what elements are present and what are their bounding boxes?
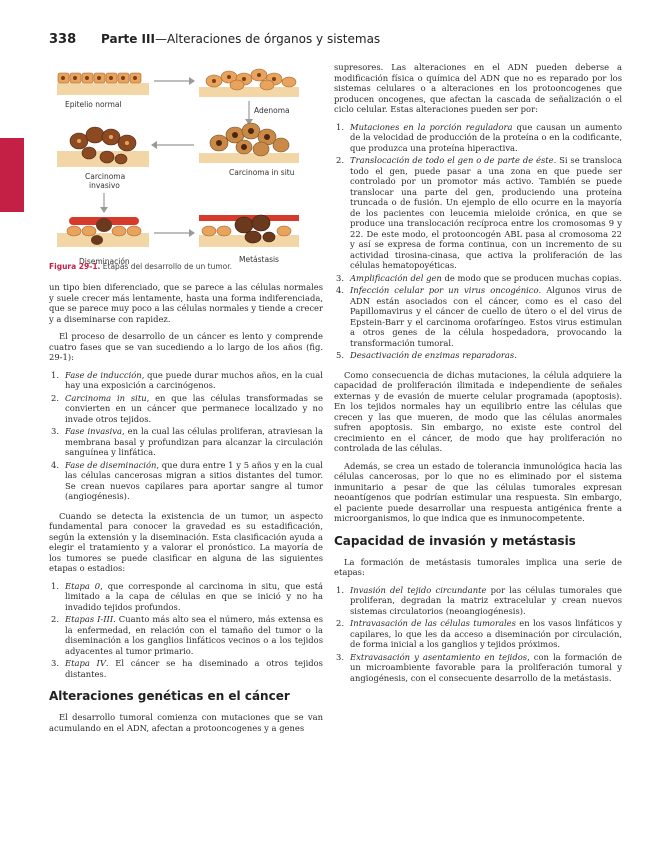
figure-number: Figura 29-1. [49, 262, 101, 271]
list-text: por las células tumorales que proliferan, degradan la matriz extracelular y crean nuevos sistemas circulatorios (neoangiogénesis). [350, 584, 622, 616]
list-term: Fase de diseminación [65, 459, 157, 470]
part-title [101, 32, 380, 46]
list-term: Etapa IV [65, 658, 106, 668]
list-item [49, 658, 323, 679]
page-header [49, 30, 649, 52]
list-number: 4. [336, 285, 344, 295]
list-item [334, 285, 622, 348]
part-title-text: —Alteraciones de órganos y sistemas [154, 32, 381, 46]
chapter-tab [0, 138, 24, 212]
list-number: 1. [51, 580, 59, 591]
list-number: 3. [336, 651, 344, 662]
list-text: , con la formación de un microambiente favorable para la proliferación tumoral y angiogénesis, con el consecuente desarrollo de la metástasis. [350, 651, 622, 683]
list-text: . Si se transloca todo el gen, puede pasar a una zona en que puede ser controlado por un promotor más activo. También se puede translocar una parte del gen, produciendo una proteína truncada o de fusión. Un ejemplo de ello ocurre en la mayoría de los pacientes con leucemia mieloide crónica, en que se produce una translocación recíproca entre los cromosomas 9 y 22. De este modo, el protooncogén ABL pasa al cromosoma 22 y así se expresa de forma continua, con un incremento de su actividad tirosina-cinasa, que activa la proliferación de las células hematopoyéticas. [350, 155, 622, 270]
dissemination-illustration [57, 217, 149, 247]
metastasis-illustration [199, 215, 299, 247]
list-number: 2. [51, 614, 59, 624]
right-paragraph-2: Como consecuencia de dichas mutaciones, la célula adquiere la capacidad de proliferación ilimitada e independiente de señales externas y de evasión de muerte celular programada (apoptosis). En los tejidos normales hay un equilibrio entre las células que crecen y las que mueren, de modo que las células anormales sufren apoptosis. Sin embargo, no existe este control del crecimiento en el cáncer, de modo que hay proliferación no controlada de las células. [334, 369, 622, 453]
list-item [334, 273, 622, 284]
part-label: Parte III [101, 32, 155, 46]
list-text: en los vasos linfáticos y capilares, lo que les da acceso a diseminación por circulación, de forma inicial a los ganglios y tejidos próximos. [350, 618, 622, 649]
left-paragraph-2: El proceso de desarrollo de un cáncer es lento y comprende cuatro fases que se van sucediendo a lo largo de los años (fig. 29-1): [49, 331, 323, 362]
list-item [49, 614, 323, 656]
list-text: de modo que se producen muchas copias. [441, 272, 622, 283]
list-item [334, 122, 622, 154]
list-term: Carcinoma in situ [65, 392, 147, 403]
list-term: Intravasación de las células tumorales [350, 618, 516, 628]
list-item [49, 370, 323, 391]
label-dissemination: Diseminación [79, 257, 130, 266]
page-number: 338 [49, 32, 77, 47]
list-number: 2. [336, 155, 344, 165]
label-normal: Epitelio normal [65, 100, 122, 109]
list-term: Fase de inducción [65, 369, 142, 380]
left-paragraph-4: El desarrollo tumoral comienza con mutaciones que se van acumulando en el ADN, afectan a protooncogenes y a genes [49, 712, 323, 733]
list-term: Desactivación de enzimas reparadoras [350, 350, 515, 360]
list-text: que causan un aumento de la velocidad de producción de la proteína o en la codificante, que produzca una proteína hiperactiva. [350, 121, 623, 153]
list-term: Extravasación y asentamiento en tejidos [350, 651, 528, 662]
list-number: 1. [336, 584, 344, 595]
list-term: Mutaciones en la porción reguladora [350, 121, 513, 132]
list-term: Infección celular por un virus oncogénico [350, 285, 539, 295]
list-item [334, 350, 622, 361]
tumor-stages-figure [49, 65, 317, 270]
label-invasive-line1: Carcinoma [85, 172, 126, 181]
figure-caption-text: Etapas del desarrollo de un tumor. [102, 262, 233, 271]
carcinoma-in-situ-illustration [199, 123, 299, 163]
list-term: Translocación de todo el gen o de parte de éste [350, 155, 554, 165]
list-number: 5. [336, 350, 344, 360]
list-item [334, 618, 622, 650]
right-paragraph-1: supresores. Las alteraciones en el ADN pueden deberse a modificación física o química del ADN que no es reparado por los sistemas celulares o a alteraciones en los protooncogenes que producen oncogenes, que afectan la cascada de señalización o el ciclo celular. Estas alteraciones pueden ser por: [334, 62, 622, 114]
label-invasive: invasivo [89, 181, 120, 190]
section-heading-invasion: Capacidad de invasión y metástasis [334, 533, 576, 548]
label-metastasis: Metástasis [239, 255, 279, 264]
right-paragraph-3: Además, se crea un estado de tolerancia inmunológica hacia las células cancerosas, por lo que no es eliminado por el sistema inmunitario a pesar de que las células tumorales expresan neoantígenos que podrían estimular una respuesta. Sin embargo, el paciente puede desarrollar una respuesta antigénica frente a microorganismos, lo que indica que es inmunocompetente. [334, 460, 622, 523]
list-number: 4. [51, 459, 59, 470]
list-text: , que puede durar muchos años, en la cual hay una exposición a carcinógenos. [65, 369, 323, 390]
list-number: 1. [51, 369, 59, 380]
normal-epithelium-illustration [57, 73, 149, 95]
list-text: . [514, 350, 517, 360]
list-text: , que corresponde al carcinoma in situ, que está limitado a la capa de células en que se inició y no ha invadido tejidos profundos. [65, 580, 323, 612]
left-paragraph-3: Cuando se detecta la existencia de un tumor, un aspecto fundamental para conocer la gravedad es su estadificación, según la extensión y la diseminación. Esta clasificación ayuda a elegir el tratamiento y a valorar el pronóstico. La mayoría de los tumores se puede clasificar en alguna de las siguientes etapas o estadios: [49, 510, 323, 573]
list-number: 1. [336, 121, 344, 132]
list-item [49, 581, 323, 613]
label-in-situ: Carcinoma in situ [229, 168, 295, 177]
list-text: . El cáncer se ha diseminado a otros tejidos distantes. [65, 658, 323, 679]
list-term: Fase invasiva [65, 426, 122, 436]
list-text: . Algunos virus de ADN están asociados con el cáncer, como es el caso del Papillomavirus y el cáncer de cuello de útero o el del virus de Epstein-Barr y el carcinoma orofaríngeo. Estos virus estimulan a otros genes de la célula hospedadora, provocando la transformación tumoral. [350, 285, 622, 348]
adenoma-illustration [199, 69, 299, 97]
tumor-stages-list [49, 581, 323, 680]
list-number: 3. [336, 272, 344, 283]
development-phases-list [49, 370, 323, 502]
list-item [49, 426, 323, 458]
invasive-carcinoma-illustration [57, 127, 149, 167]
list-number: 2. [51, 392, 59, 403]
right-column [334, 62, 622, 692]
list-number: 3. [51, 426, 59, 436]
list-text: , en la cual las células proliferan, atraviesan la membrana basal y profundizan para alcanzar la circulación sanguínea y linfática. [65, 426, 323, 457]
list-number: 3. [51, 658, 59, 668]
list-text: , que dura entre 1 y 5 años y en la cual las células cancerosas migran a sitios distantes del tumor. Se crean nuevos capilares para aportar sangre al tumor (angiogénesis). [65, 459, 323, 501]
label-adenoma: Adenoma [254, 106, 290, 115]
list-number: 2. [336, 618, 344, 628]
list-term: Amplificación del gen [350, 272, 442, 283]
list-text: . Cuanto más alto sea el número, más extensa es la enfermedad, en relación con el tamaño del tumor o la diseminación a los ganglios linfáticos vecinos o a los tejidos adyacentes al tumor primario. [65, 614, 323, 656]
list-term: Invasión del tejido circundante [350, 584, 487, 595]
list-item [49, 460, 323, 502]
right-paragraph-4: La formación de metástasis tumorales implica una serie de etapas: [334, 556, 622, 577]
metastasis-steps-list [334, 585, 622, 684]
left-paragraph-1: un tipo bien diferenciado, que se parece a las células normales y suele crecer más lentamente, hasta una forma indiferenciada, que se parece muy poco a las células normales y tiende a crecer y a diseminarse con rapidez. [49, 282, 323, 324]
list-text: , en que las células transformadas se convierten en un cáncer que permanece localizado y no invade otros tejidos. [65, 392, 323, 424]
dna-alterations-list [334, 122, 622, 361]
list-term: Etapas I-III [65, 614, 114, 624]
list-item [334, 585, 622, 617]
left-column [49, 282, 323, 740]
list-term: Etapa 0 [65, 580, 101, 591]
section-heading-genetics: Alteraciones genéticas en el cáncer [49, 689, 290, 703]
list-item [49, 393, 323, 425]
list-item [334, 155, 622, 271]
list-item [334, 652, 622, 684]
figure-caption [49, 262, 319, 271]
